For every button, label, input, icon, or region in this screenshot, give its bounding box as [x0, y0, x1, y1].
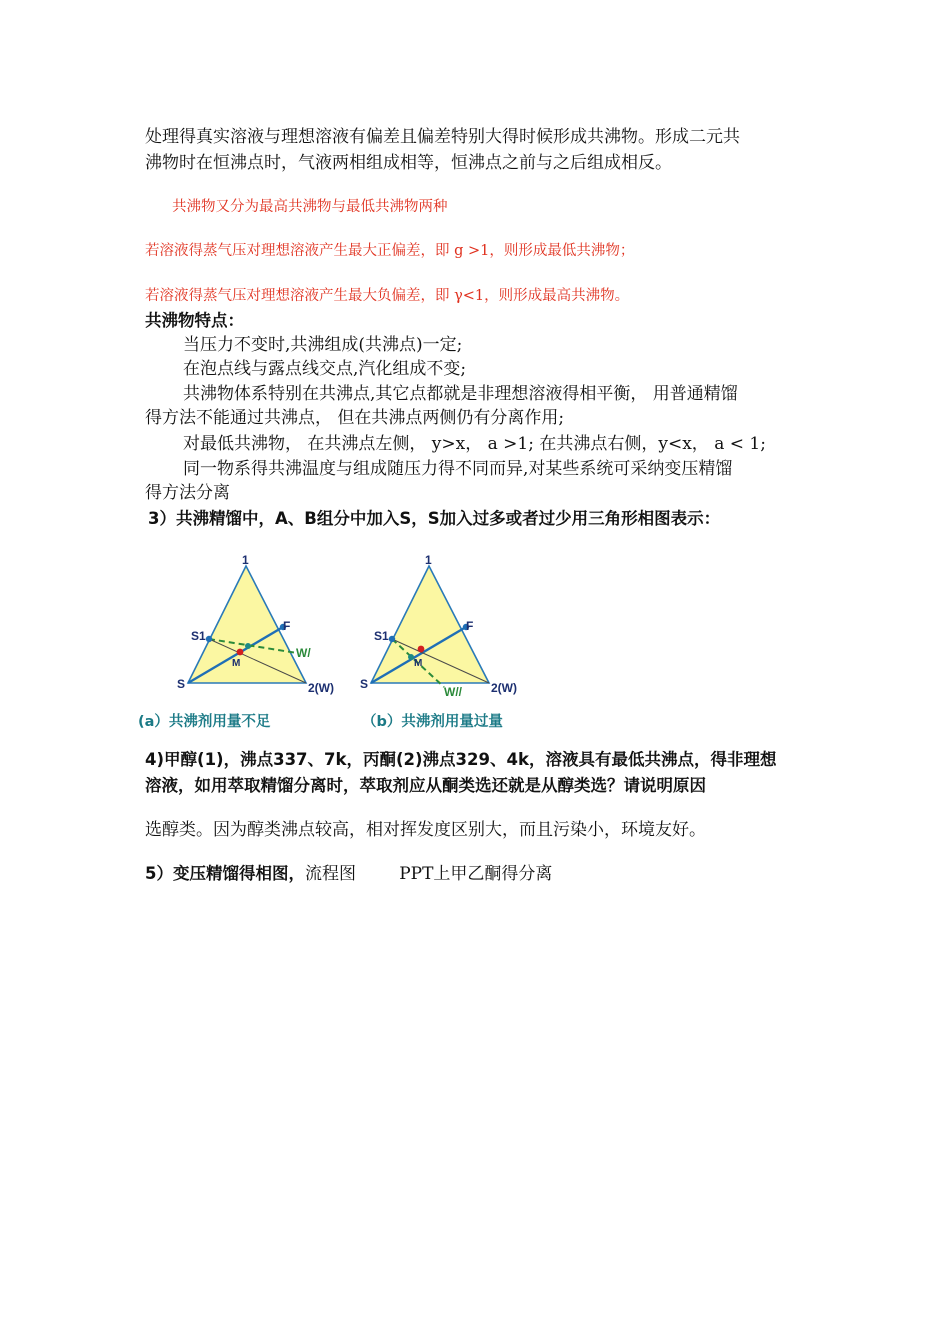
figure-b	[358, 552, 548, 702]
red-note-1: 共沸物又分为最高共沸物与最低共沸物两种	[172, 199, 448, 215]
point-s1-a	[206, 636, 212, 642]
label-s1-b: S1	[374, 629, 389, 643]
label-f-a: F	[283, 619, 291, 633]
feature-5-line1: 同一物系得共沸温度与组成随压力得不同而异,对某些系统可采纳变压精馏	[183, 459, 733, 479]
feature-2: 在泡点线与露点线交点,汽化组成不变;	[183, 359, 467, 379]
label-w-a: W/	[296, 646, 311, 660]
point-m-b	[418, 646, 425, 653]
label-w-b: W//	[444, 685, 462, 699]
answer-4: 选醇类。因为醇类沸点较高，相对挥发度区别大，而且污染小，环境友好。	[145, 820, 706, 840]
label-m-a: M	[232, 658, 241, 669]
caption-a: (a）共沸剂用量不足	[138, 714, 271, 730]
label-s1-a: S1	[191, 629, 206, 643]
question-5	[145, 863, 552, 885]
question-4-line1: 4)甲醇(1)，沸点337、7k，丙酮(2)沸点329、4k，溶液具有最低共沸点，得非理想	[145, 750, 777, 769]
feature-1: 当压力不变时,共沸组成(共沸点)一定;	[183, 335, 463, 355]
feature-3-line2: 得方法不能通过共沸点， 但在共沸点两侧仍有分离作用;	[145, 408, 565, 428]
caption-b: （b）共沸剂用量过量	[362, 714, 503, 730]
section-heading: 共沸物特点：	[145, 311, 244, 330]
question-3: 3）共沸精馏中，A、B组分中加入S，S加入过多或者过少用三角形相图表示：	[148, 509, 721, 528]
label-1-b: 1	[425, 553, 432, 567]
p1-line2: 沸物时在恒沸点时，气液两相组成相等，恒沸点之前与之后组成相反。	[145, 153, 672, 173]
label-s-a: S	[177, 677, 186, 691]
question-5-bold: 5）变压精馏得相图，	[145, 864, 305, 883]
label-m-b: M	[414, 658, 423, 669]
red-note-2: 若溶液得蒸气压对理想溶液产生最大正偏差，即 g >1，则形成最低共沸物；	[145, 243, 635, 259]
label-1-a: 1	[242, 553, 249, 567]
label-s-b: S	[360, 677, 369, 691]
p1-line1: 处理得真实溶液与理想溶液有偏差且偏差特别大得时候形成共沸物。形成二元共	[145, 127, 740, 147]
feature-3-line1: 共沸物体系特别在共沸点,其它点都就是非理想溶液得相平衡， 用普通精馏	[183, 384, 738, 404]
label-2w-a: 2(W)	[308, 681, 334, 695]
point-m-a	[237, 649, 244, 656]
question-4-line2: 溶液，如用萃取精馏分离时，萃取剂应从酮类选还就是从醇类选？请说明原因	[145, 776, 706, 795]
feature-4: 对最低共沸物， 在共沸点左侧， y>x， a >1; 在共沸点右侧，y<x， a < 1;	[183, 434, 766, 454]
label-2w-b: 2(W)	[491, 681, 517, 695]
feature-5-line2: 得方法分离	[145, 483, 230, 503]
label-f-b: F	[466, 619, 474, 633]
point-teal-a	[245, 643, 251, 649]
point-s1-b	[389, 636, 395, 642]
figure-a	[175, 552, 365, 702]
question-5-rest: 流程图 PPT上甲乙酮得分离	[304, 864, 553, 884]
red-note-3: 若溶液得蒸气压对理想溶液产生最大负偏差，即 γ<1，则形成最高共沸物。	[145, 288, 630, 304]
